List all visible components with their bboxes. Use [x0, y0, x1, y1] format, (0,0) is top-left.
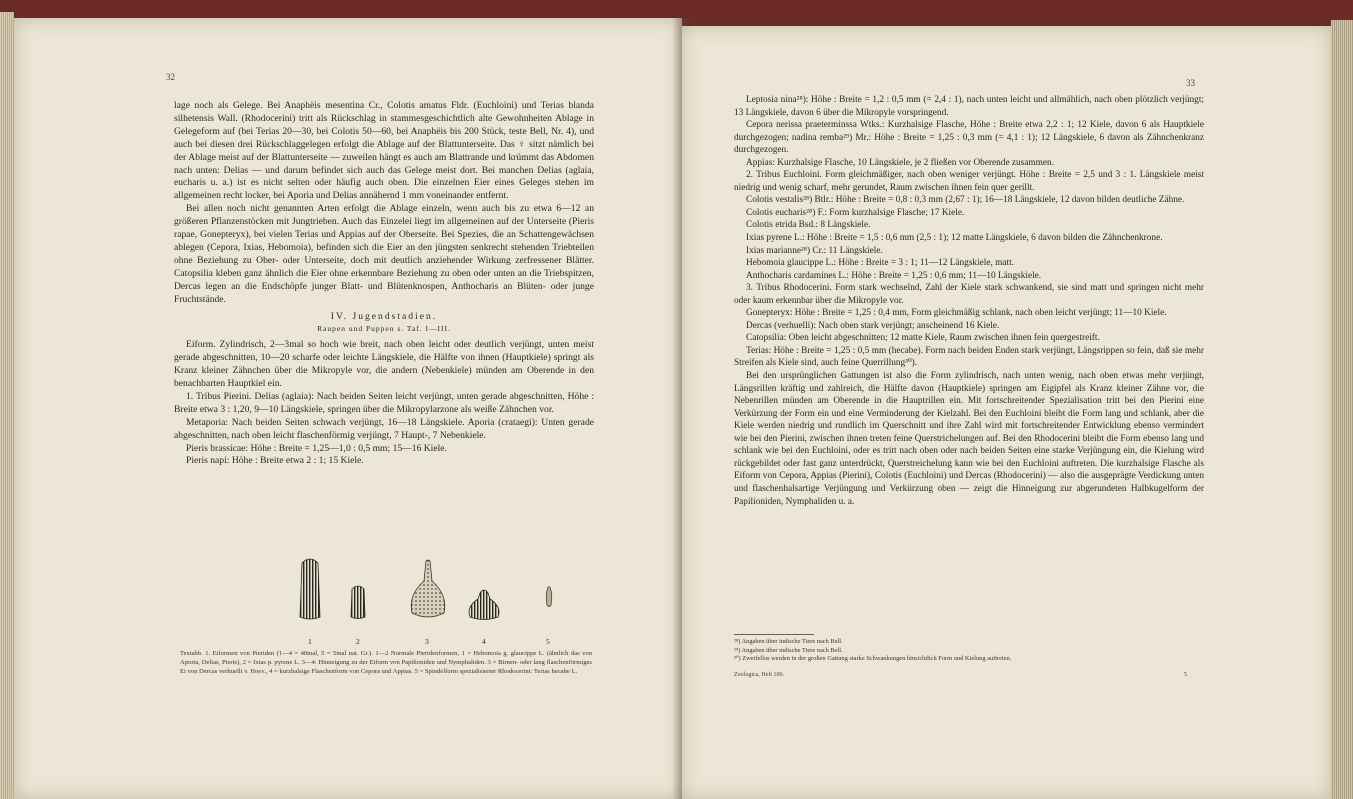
right-page — [682, 26, 1331, 799]
paragraph: Cepora nerissa praeterminssa Wtks.: Kurzhalsige Flasche, Höhe : Breite etwa 2,2 : 1; 12 Kiele, davon 6 als Hauptkiele durchgezogen; nadina remba²⁹) Mr.: Höhe : Breite = 1,25 : 0,3 mm (= 4,1 : 1); 12 Längskiele, 6 davon als Zähnchenkranz durchgezogen. — [734, 120, 1204, 156]
paragraph: Colotis etrida Bsd.: 8 Längskiele. — [746, 220, 871, 231]
paragraph: Gonepteryx: Höhe : Breite = 1,25 : 0,4 mm, Form gleichmäßig schlank, nach oben leicht verjüngt; 11—10 Kiele. — [746, 308, 1167, 319]
paragraph: Eiform. Zylindrisch, 2—3mal so hoch wie breit, nach oben leicht oder deutlich verjüngt, unten meist gerade abgeschnitten, 10—20 scharfe oder leichte Längskiele, die Hälfte von ihnen (Hauptkiele) springt als Kranz kleiner Zähnchen über die Mikropyle vor, die andern (Nebenkiele) münden am Oberende in den benachbarten Hauptkiel ein. — [174, 339, 594, 390]
page-number-right: 33 — [1186, 78, 1195, 88]
paragraph: lage noch als Gelege. Bei Anaphëis mesentina Cr., Colotis amatus Fldr. (Euchloini) und Terias blanda silhetensis Wall. (Rhodocerini) tritt als Rückschlag in stammesgeschichtlich alte Gewohnheiten Ablage in Gelegeform auf (bei Terias 20—30, bei Colotis 50—60, bei Anaphëis bis 200 Stück, teste Bell, Nr. 4), und auch bei diesen drei Rückschlaggelegen erfolgt die Ablage auf der Blattunterseite. Das ♀ sitzt nämlich bei der Ablage meist auf der Blattunterseite — zuweilen hängt es auch am Blattrande und krümmt das Abdomen nach unten: Delias — und darum befindet sich auch das Gelege meist dort. Bei manchen Delias (aglaia, eucharis u. a.) ist es nicht selten oder häufig auch oben. Die einzelnen Eier eines Geleges stehen im allgemeinen recht locker, bei Aporia und Delias annähernd 1 mm voneinander entfernt. — [174, 100, 594, 202]
paragraph: Dercas (verhuelli): Nach oben stark verjüngt; anscheinend 16 Kiele. — [746, 320, 1000, 331]
footnote-rule — [734, 634, 814, 635]
paragraph: Ixias marianne²⁸) Cr.: 11 Längskiele. — [746, 245, 883, 256]
paragraph: Pieris brassicae: Höhe : Breite = 1,25—1,0 : 0,5 mm; 15—16 Kiele. — [186, 442, 447, 454]
paragraph: Ixias pyrene L.: Höhe : Breite = 1,5 : 0,6 mm (2,5 : 1); 12 matte Längskiele, 6 davon bilden die Zähnchenkrone. — [746, 233, 1163, 244]
figure-label-2: 2 — [356, 637, 360, 646]
right-body-text — [734, 94, 1204, 508]
section-heading: IV. Jugendstadien. — [330, 310, 438, 322]
egg-4 — [469, 590, 499, 620]
page-number-left: 32 — [166, 72, 175, 82]
footer-signature: 5 — [1184, 672, 1187, 678]
footnote: ²⁹) Angaben über indische Tiere nach Bell. — [734, 646, 843, 654]
section-subheading: Raupen und Puppen s. Taf. I—III. — [317, 324, 451, 334]
paragraph: Catopsilia: Oben leicht abgeschnitten; 12 matte Kiele, Raum zwischen ihnen fein quergestreift. — [746, 333, 1100, 344]
paragraph: Hebomoia glaucippe L.: Höhe : Breite = 3 : 1; 11—12 Längskiele, matt. — [746, 258, 1014, 269]
figure-caption: Textabb. 1. Eiformen von Pieriden (1—4 = 40mal, 5 = 5mal nat. Gr.). 1—2 Normale Pieridenformen, 1 = Hebomoia g. glaucippe L. (ähnlich das von Aporia, Delias, Pieris), 2 = Ixias p. pyrene L. 3—4: Hinneigung zu der Eiform von Papilioniden und Nymphaliden. 3 = Birnen- oder lang flaschenförmiges Ei von Dercas verhuelli v. Hoev., 4 = kurzhalsige Flaschenform von Cepora und Appias. 5 = Spindelform spezialisierter Rhodocerini: Terias hecabe L. — [180, 650, 592, 675]
footnotes — [734, 634, 1204, 664]
paragraph: 1. Tribus Pierini. Delias (aglaia): Nach beiden Seiten leicht verjüngt, unten gerade abgeschnitten, Höhe : Breite etwa 3 : 1,20, 9—10 Längskiele, springen über die Mikropylarzone als weiße Zähnchen vor. — [174, 390, 594, 415]
figure-label-5: 5 — [546, 637, 550, 646]
figure-label-4: 4 — [482, 637, 486, 646]
page-edges-left — [0, 12, 14, 799]
paragraph: Colotis eucharis²⁸) F.: Form kurzhalsige Flasche; 17 Kiele. — [746, 207, 965, 218]
footnote: ²⁸) Angaben über indische Tiere nach Bell. — [734, 638, 843, 645]
figure-label-3: 3 — [425, 637, 429, 646]
egg-5 — [546, 587, 552, 607]
paragraph: Bei den ursprünglichen Gattungen ist also die Form zylindrisch, nach unten wenig, nach oben etwas mehr verjüngt, Längsrillen kräftig und zahlreich, die Hälfte davon (Hauptkiele) springen am Eigipfel als Kranz kleiner Zähne vor, die Nebenrillen münden am Oberende in die Hauptrillen ein. Mit fortschreitender Spezialisation tritt bei den Pierini eine Verkürzung der Form ein und eine Verminderung der Kielzahl. Bei den Euchloini bleibt die Form lang und schlank, aber die Kiele werden niedrig und rundlich im Querschnitt und ihre Zahl wird mit fortschreitender Entwicklung ebenso vermindert wie bei den Pierini, zwischen ihnen treten feine Querstrichelungen auf. Bei den Rhodocerini bleibt die Form ebenso lang und schlank wie bei den Euchloini, oder es tritt nach oben oder nach beiden Seiten eine starke Verjüngung ein, die Kielung wird rückgebildet oder fast ganz unterdrückt, Querstreichelung kann wie bei den Euchloini auftreten. Die kurzhalsige Flasche als Eiform von Cepora, Appias (Pierini), Colotis (Euchloini) und Dercas (Rhodocerini) — also die ausgeprägte Verdickung unten und flaschenhalsartige Verjüngung und Verkürzung oben — zeigt die Hinneigung zur abgerundeten Halbkugelform der Papilioniden, Nymphaliden u. a. — [734, 371, 1204, 507]
footer-series: Zoologica, Heft 100. — [734, 672, 784, 678]
page-edges-right — [1331, 20, 1353, 799]
left-body-text — [174, 100, 594, 468]
left-page — [14, 18, 682, 799]
paragraph: Terias: Höhe : Breite = 1,25 : 0,5 mm (hecabe). Form nach beiden Enden stark verjüngt, Längsrippen so fein, daß sie mehr Streifen als Kiele sind, auch feine Querrillung³⁰). — [734, 345, 1204, 369]
paragraph: Bei allen noch nicht genannten Arten erfolgt die Ablage einzeln, wenn auch bis zu etwa 6—12 an größeren Pflanzenstöcken mit Jungtrieben. Auch das Einzelei liegt im allgemeinen auf der Unterseite (Pieris rapae, Gonepteryx), bei vielen Terias und Appias auf der Oberseite. Bei Spezies, die an Schattengewächsen ablegen (Cepora, Ixias, Hebomoia), befinden sich die Eier an den jüngsten senkrecht stehenden Triebteilen ohne Beziehung zu Ober- oder Unterseite, doch mit deutlich anziehender Wirkung zerfressener Blätter. Catopsilia kleben ganz ähnlich die Eier ohne erkennbare Beziehung zu oben oder unten an die Triebspitzen, Dercas legen an die Endschöpfe junger Blatt- und Blütenknospen, Anthocharis an Blüten- oder junge Fruchtstände. — [174, 203, 594, 305]
paragraph: Leptosia nina²⁸): Höhe : Breite = 1,2 : 0,5 mm (= 2,4 : 1), nach unten leicht und allmählich, nach oben plötzlich verjüngt; 13 Längskiele, davon 6 über die Mikropyle vorspringend. — [734, 95, 1204, 118]
egg-forms-figure — [294, 555, 554, 655]
egg-drawings — [294, 555, 554, 635]
egg-3 — [411, 560, 445, 617]
figure-label-1: 1 — [308, 637, 312, 646]
paragraph: 3. Tribus Rhodocerini. Form stark wechselnd, Zahl der Kiele stark schwankend, sie sind matt und springen nicht mehr oder kaum erkennbar über die Mikropyle vor. — [734, 283, 1204, 306]
paragraph: Metaporia: Nach beiden Seiten schwach verjüngt, 16—18 Längskiele. Aporia (crataegi): Unten gerade abgeschnitten, nach oben leicht flaschenförmig verjüngt, 7 Haupt-, 7 Nebenkiele. — [174, 416, 594, 441]
egg-1 — [300, 559, 320, 619]
egg-2 — [351, 586, 365, 619]
paragraph: Anthocharis cardamines L.: Höhe : Breite = 1,25 : 0,6 mm; 11—10 Längskiele. — [746, 270, 1042, 281]
paragraph: Appias: Kurzhalsige Flasche, 10 Längskiele, je 2 fließen vor Oberende zusammen. — [746, 157, 1054, 168]
footnote: ³⁰) Zweifellos werden in der großen Gattung starke Schwankungen hinsichtlich Form und Kielung auftreten. — [734, 655, 1012, 663]
paragraph: Pieris napi: Höhe : Breite etwa 2 : 1; 15 Kiele. — [186, 455, 364, 467]
paragraph: Colotis vestalis²⁸) Btlr.: Höhe : Breite = 0,8 : 0,3 mm (2,67 : 1); 16—18 Längskiele, 12 davon bilden deutliche Zähne. — [746, 195, 1185, 206]
paragraph: 2. Tribus Euchloini. Form gleichmäßiger, nach oben weniger verjüngt. Höhe : Breite = 2,5 und 3 : 1. Längskiele meist niedrig und wenig scharf, mehr gerundet, Raum zwischen ihnen fein quer gerillt. — [734, 170, 1204, 193]
